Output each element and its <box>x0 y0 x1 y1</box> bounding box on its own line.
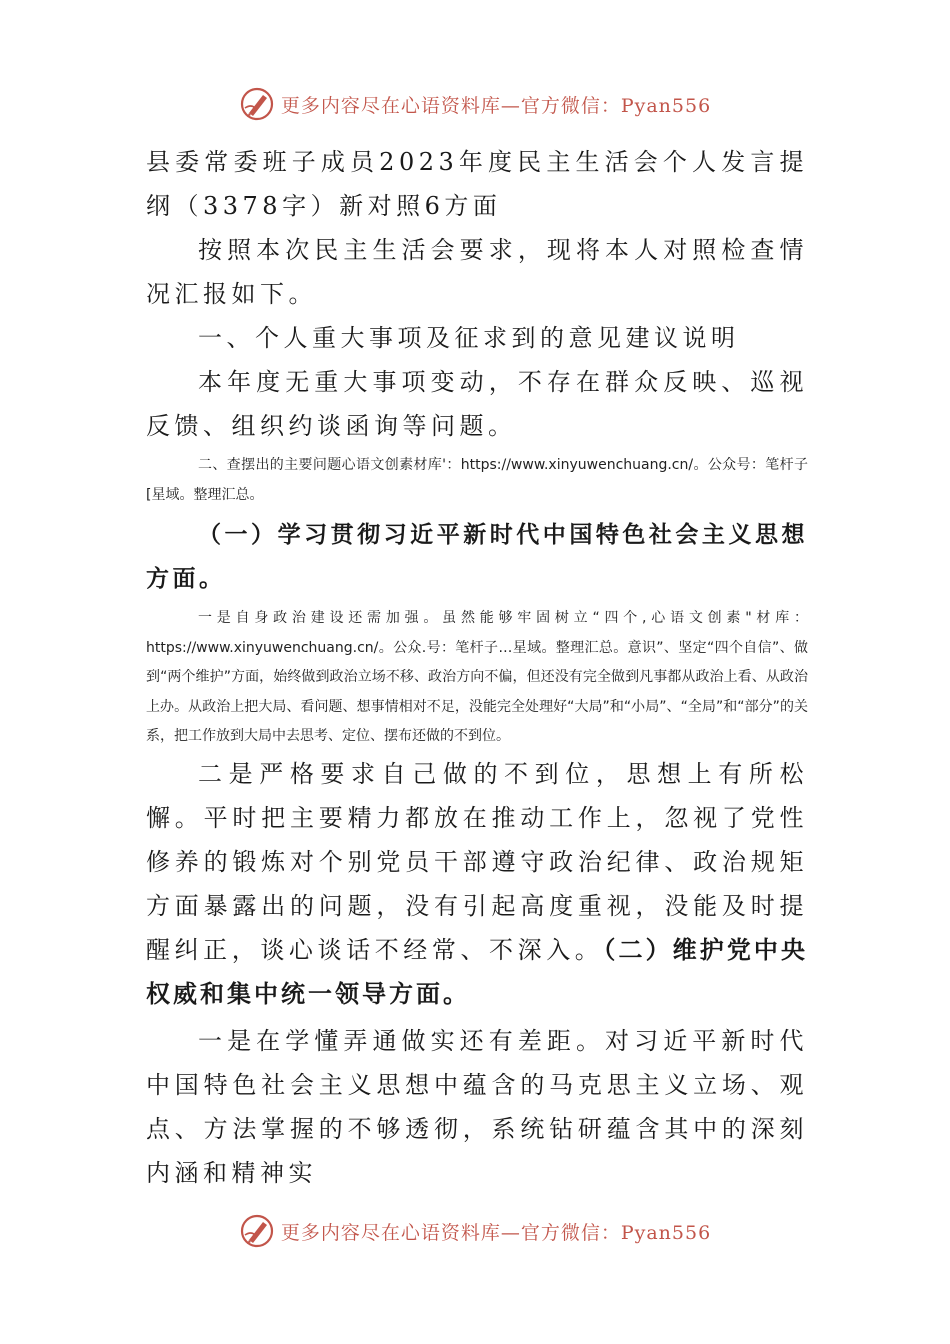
watermark-text: 更多内容尽在心语资料库—官方微信：Pyan556 <box>280 94 712 117</box>
header-watermark <box>0 84 950 124</box>
footer-watermark <box>0 1211 950 1251</box>
document-title: 县委常委班子成员2023年度民主生活会个人发言提纲（3378字）新对照6方面 <box>146 148 808 220</box>
sub2-heading: （二）维护党中央权威和集中统一领导方面。 <box>146 935 808 1008</box>
watermark-text: 更多内容尽在心语资料库—官方微信：Pyan556 <box>280 1221 712 1244</box>
section2-note: 二、查摆出的主要问题心语文创素材库'：https://www.xinyuwenchuang.cn/。公众号：笔杆子[星域。整理汇总。 <box>146 457 808 503</box>
document-body <box>146 140 808 1195</box>
sub1-point2: 二是严格要求自己做的不到位，思想上有所松懈。平时把主要精力都放在推动工作上，忽视了党性修养的锻炼对个别党员干部遵守政治纪律、政治规矩方面暴露出的问题，没有引起高度重视，没能及时提醒纠正，谈心谈话不经常、不深入。 <box>146 759 808 964</box>
intro-paragraph: 按照本次民主生活会要求，现将本人对照检查情况汇报如下。 <box>146 236 808 308</box>
sub2-point1: 一是在学懂弄通做实还有差距。对习近平新时代中国特色社会主义思想中蕴含的马克思主义立场、观点、方法掌握的不够透彻，系统钻研蕴含其中的深刻内涵和精神实 <box>146 1026 808 1187</box>
sub1-point1: 一是自身政治建设还需加强。虽然能够牢固树立“四个,心语文创素"材库：https://www.xinyuwenchuang.cn/。公众.号：笔杆子…星域。整理汇总。意识”、坚定“四个自信”、做到“两个维护”方面，始终做到政治立场不移、政治方向不偏，但还没有完全做到凡事都从政治上看、从政治上办。从政治上把大局、看问题、想事情相对不足，没能完全处理好“大局”和“小局”、“全局”和“部分”的关系，把工作放到大局中去思考、定位、摆布还做的不到位。 <box>146 610 808 744</box>
section1-heading: 一、个人重大事项及征求到的意见建议说明 <box>198 324 740 352</box>
pen-circle-logo-icon <box>239 86 275 122</box>
section1-body: 本年度无重大事项变动，不存在群众反映、巡视反馈、组织约谈函询等问题。 <box>146 368 808 440</box>
pen-circle-logo-icon <box>239 1213 275 1249</box>
sub1-heading: （一）学习贯彻习近平新时代中国特色社会主义思想方面。 <box>146 522 808 592</box>
sub1-point2-paragraph <box>146 752 808 1016</box>
